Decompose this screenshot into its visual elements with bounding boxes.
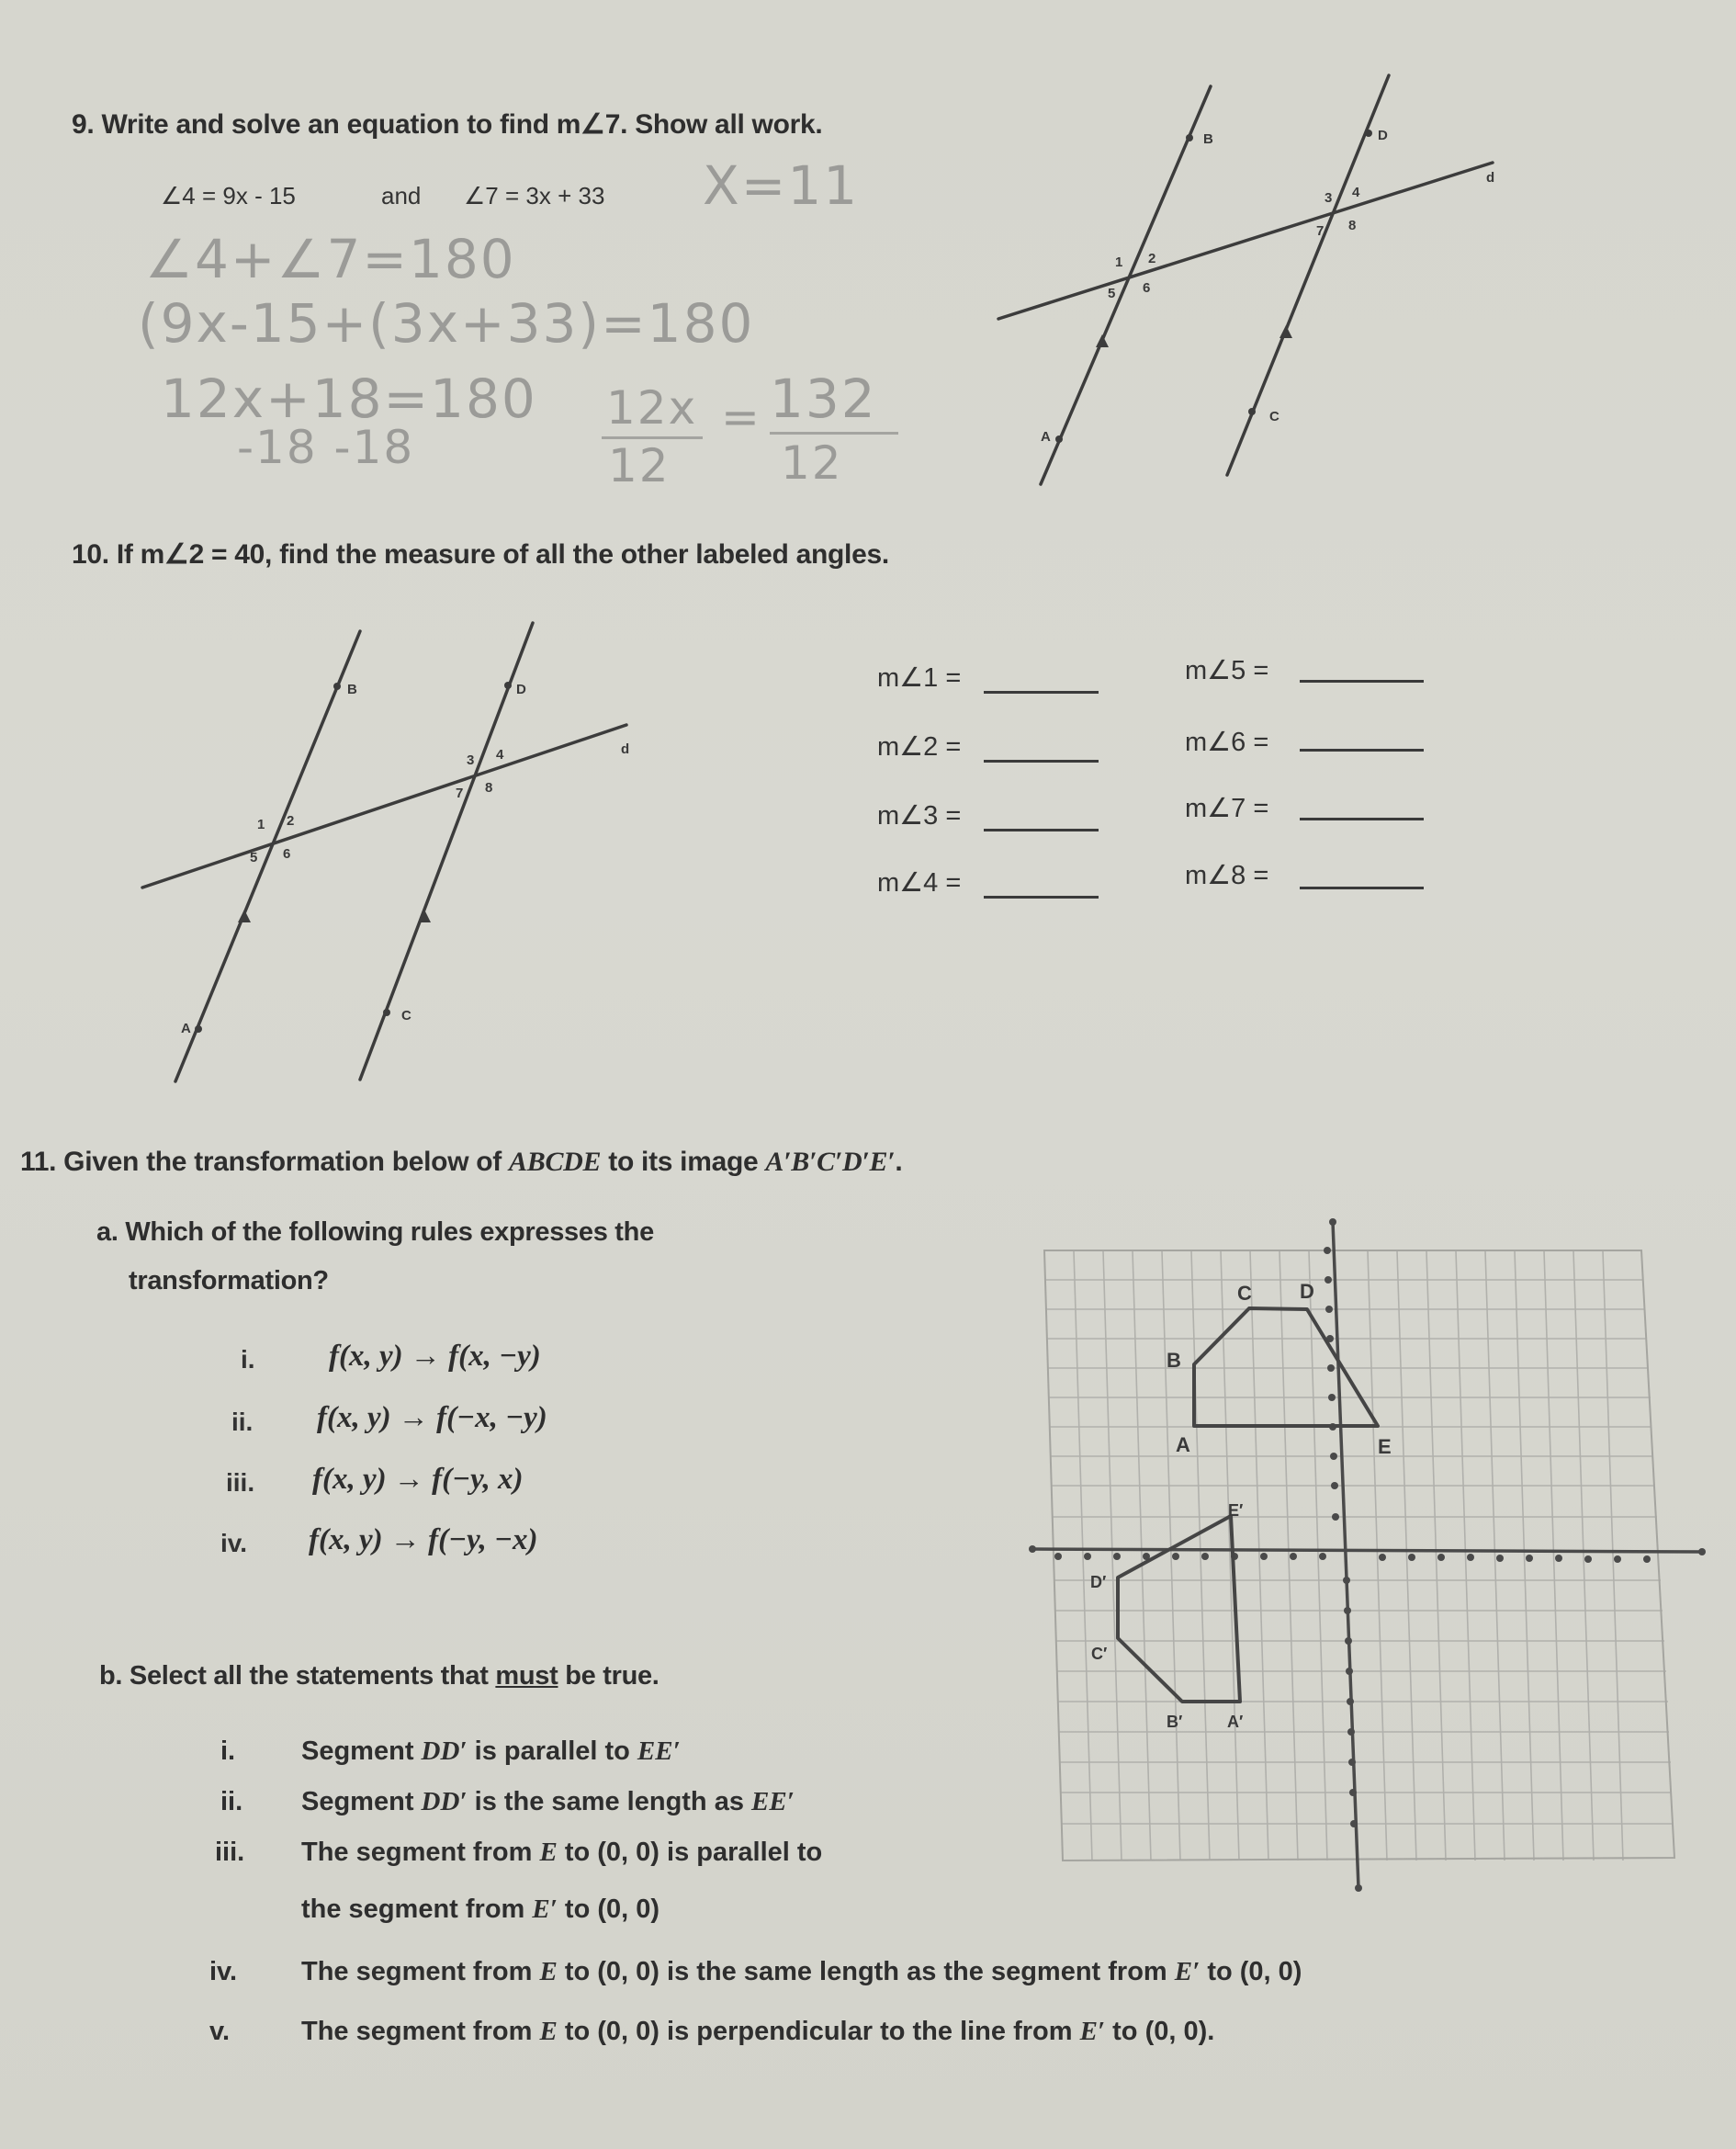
svg-text:3: 3 [1325, 190, 1333, 206]
answer-label-angle6: m∠6 = [1185, 728, 1269, 757]
rule-option-ii[interactable]: f(x, y) → f(−x, −y) [317, 1401, 547, 1434]
answer-label-angle8: m∠8 = [1185, 861, 1269, 890]
x-axis [1032, 1549, 1702, 1552]
svg-text:4: 4 [1352, 185, 1360, 200]
statement-option-ii[interactable]: Segment DD′ is the same length as EE′ [301, 1787, 795, 1816]
svg-text:1: 1 [257, 817, 265, 832]
statement-num-i: i. [220, 1736, 236, 1766]
answer-label-angle3: m∠3 = [877, 801, 962, 831]
svg-text:8: 8 [1348, 218, 1357, 233]
q9-given-angle4: ∠4 = 9x - 15 [161, 182, 296, 209]
rule-option-i[interactable]: f(x, y) → f(x, −y) [329, 1340, 541, 1373]
svg-text:B: B [347, 682, 357, 697]
answer-label-angle4: m∠4 = [877, 868, 962, 898]
point-label-A: A [1041, 429, 1051, 445]
svg-text:5: 5 [250, 850, 258, 865]
rule-option-iii[interactable]: f(x, y) → f(−y, x) [312, 1463, 524, 1496]
q11-prompt: 11. Given the transformation below of ABCDE to its image A′B′C′D′E′. [20, 1147, 903, 1177]
svg-text:A: A [181, 1021, 191, 1036]
answer-label-angle1: m∠1 = [877, 663, 962, 693]
vertex-label-B: B [1167, 1349, 1181, 1372]
svg-text:d: d [621, 741, 630, 757]
q9-given-and: and [381, 182, 422, 209]
answer-label-angle5: m∠5 = [1185, 656, 1269, 685]
svg-text:6: 6 [283, 846, 291, 862]
statement-option-iv[interactable]: The segment from E to (0, 0) is the same length as the segment from E′ to (0, 0) [301, 1957, 1302, 1986]
q9-given-angle7: ∠7 = 3x + 33 [464, 182, 605, 209]
vertex-label-D: D [1300, 1280, 1314, 1303]
image-polygon [1118, 1516, 1240, 1702]
svg-text:2: 2 [287, 813, 295, 829]
svg-text:7: 7 [1316, 223, 1325, 239]
statement-num-ii: ii. [220, 1787, 243, 1816]
q11a-prompt-line1: a. Which of the following rules expresses the [96, 1217, 654, 1247]
q11a-prompt-line2: transformation? [129, 1266, 329, 1295]
svg-text:3: 3 [467, 752, 475, 768]
point-label-C: C [1269, 409, 1279, 424]
pre-image-polygon [1194, 1308, 1378, 1426]
answer-label-angle2: m∠2 = [877, 732, 962, 762]
vertex-label-E: E [1378, 1435, 1392, 1458]
rule-num-i: i. [241, 1345, 255, 1374]
q9-prompt: 9. Write and solve an equation to find m∠7. Show all work. [72, 109, 823, 140]
rule-num-iv: iv. [220, 1529, 248, 1557]
rule-option-iv[interactable]: f(x, y) → f(−y, −x) [309, 1523, 538, 1556]
point-label-D: D [1378, 128, 1388, 143]
svg-text:d: d [1486, 170, 1495, 186]
point-label-B: B [1203, 131, 1213, 147]
statement-num-v: v. [209, 2017, 231, 2046]
svg-text:7: 7 [456, 786, 464, 801]
q11b-prompt: b. Select all the statements that must be true. [99, 1661, 659, 1691]
handwritten-fraction-132: 132 [770, 368, 877, 430]
statement-option-iii-continued: the segment from E′ to (0, 0) [301, 1895, 660, 1924]
svg-text:D: D [516, 682, 526, 697]
handwritten-fraction-12b: 12 [781, 436, 843, 490]
statement-option-v[interactable]: The segment from E to (0, 0) is perpendicular to the line from E′ to (0, 0). [301, 2017, 1215, 2046]
svg-text:C: C [401, 1008, 411, 1024]
vertex-label-C-prime: C′ [1091, 1645, 1108, 1663]
vertex-label-B-prime: B′ [1167, 1713, 1183, 1731]
y-axis [1333, 1222, 1358, 1888]
statement-num-iii: iii. [215, 1838, 245, 1867]
handwritten-answer-x: X=11 [703, 154, 860, 217]
handwritten-equals: = [721, 390, 761, 444]
vertex-label-E-prime: E′ [1228, 1501, 1244, 1520]
rule-num-iii: iii. [226, 1468, 255, 1497]
handwritten-fraction-12x: 12x [606, 381, 698, 435]
svg-text:8: 8 [485, 780, 493, 796]
rule-num-ii: ii. [231, 1408, 254, 1436]
vertex-label-A-prime: A′ [1227, 1713, 1244, 1731]
statement-option-iii[interactable]: The segment from E to (0, 0) is parallel to [301, 1838, 823, 1867]
handwritten-work-line1: ∠4+∠7=180 [145, 228, 516, 290]
handwritten-work-line3: 12x+18=180 [161, 368, 537, 430]
svg-text:6: 6 [1143, 280, 1151, 296]
vertex-label-C: C [1237, 1282, 1252, 1305]
svg-text:2: 2 [1148, 251, 1156, 266]
vertex-label-D-prime: D′ [1090, 1573, 1107, 1591]
handwritten-work-line3b: -18 -18 [237, 421, 415, 474]
statement-option-i[interactable]: Segment DD′ is parallel to EE′ [301, 1736, 681, 1766]
vertex-label-A: A [1176, 1433, 1190, 1456]
svg-text:4: 4 [496, 747, 504, 763]
svg-text:1: 1 [1115, 254, 1123, 270]
handwritten-work-line2: (9x-15+(3x+33)=180 [138, 292, 755, 355]
answer-label-angle7: m∠7 = [1185, 794, 1269, 823]
q10-prompt: 10. If m∠2 = 40, find the measure of all the other labeled angles. [72, 539, 889, 570]
handwritten-fraction-12: 12 [608, 439, 671, 492]
svg-text:5: 5 [1108, 286, 1116, 301]
statement-num-iv: iv. [209, 1957, 238, 1986]
